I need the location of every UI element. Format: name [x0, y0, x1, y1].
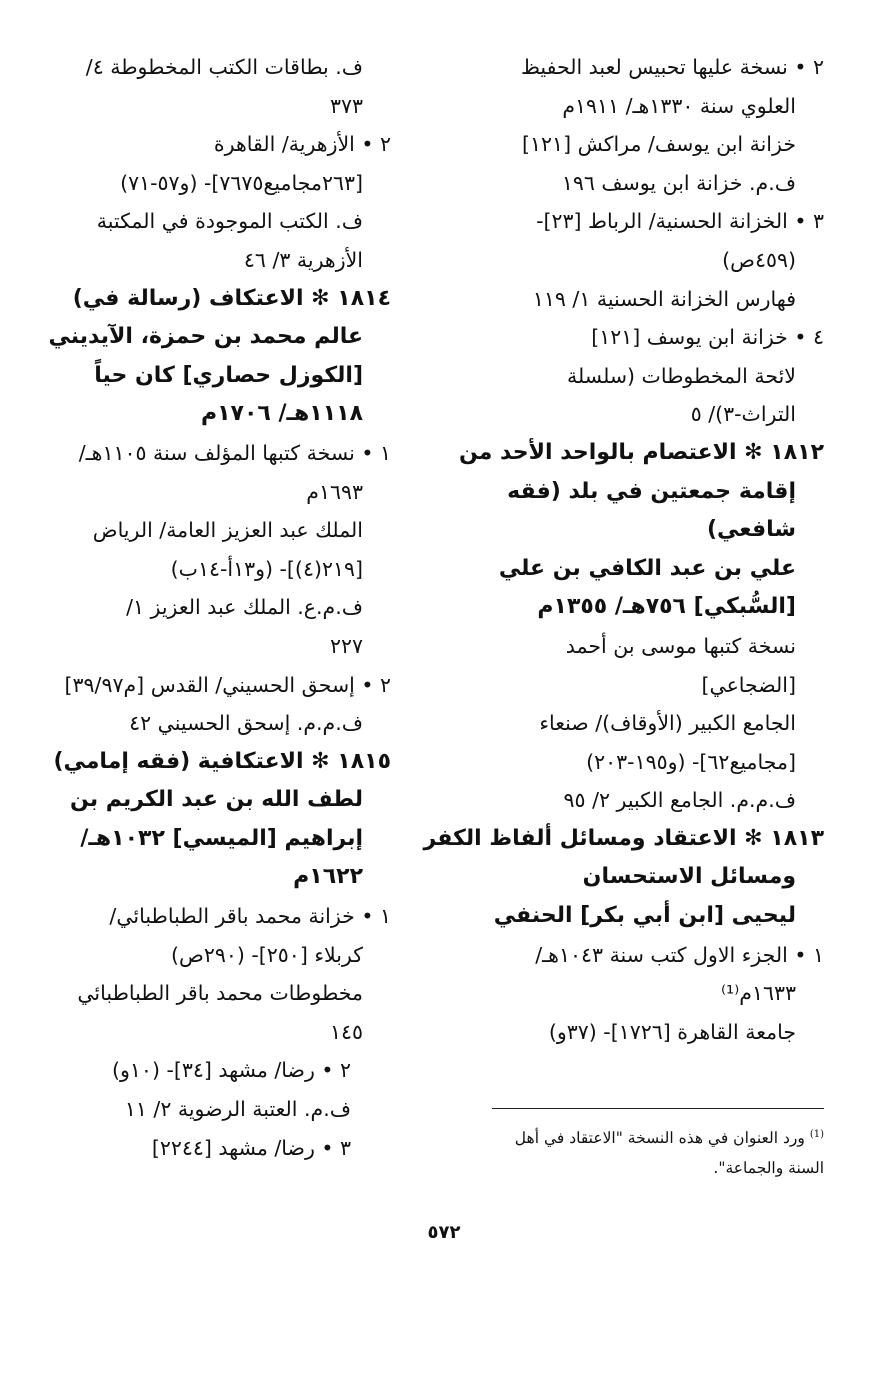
text-line: الجامع الكبير (الأوقاف)/ صنعاء — [539, 711, 796, 736]
entry-title-line: ١١١٨هـ/ ١٧٠٦م — [200, 401, 363, 427]
footnote — [492, 1120, 824, 1183]
text-line: ف.م.م. الجامع الكبير ٢/ ٩٥ — [563, 788, 796, 813]
text-line: ١ • نسخة كتبها المؤلف سنة ١١٠٥هـ/ — [78, 440, 391, 465]
entry-title-line: ليحيى [ابن أبي بكر] الحنفي — [493, 903, 796, 929]
text-line: ف.م. خزانة ابن يوسف ١٩٦ — [561, 170, 796, 195]
entry-heading: ١٨١٤ ✻ الاعتكاف (رسالة في) — [72, 285, 391, 311]
entry-title-line: إبراهيم [الميسي] ١٠٣٢هـ/ — [80, 825, 363, 851]
entry-title-line: إقامة جمعتين في بلد (فقه — [507, 478, 796, 504]
text-line: كربلاء [٢٥٠]- (٢٩٠ص) — [171, 942, 363, 967]
entry-title-line: لطف الله بن عبد الكريم بن — [70, 787, 363, 813]
footnote-marker: (1) — [809, 1129, 824, 1140]
text-line: ٣ • رضا/ مشهد [٢٢٤٤] — [151, 1135, 351, 1160]
entry-heading: ١٨١٢ ✻ الاعتصام بالواحد الأحد من — [458, 439, 824, 465]
text-line: التراث-٣)/ ٥ — [690, 402, 796, 427]
left-column — [48, 48, 391, 1167]
text-line: ف. الكتب الموجودة في المكتبة — [96, 209, 363, 234]
text-line: ف. بطاقات الكتب المخطوطة ٤/ — [85, 55, 363, 79]
text-line: لائحة المخطوطات (سلسلة — [567, 363, 796, 388]
entry-title-line: عالم محمد بن حمزة، الآيديني — [48, 324, 363, 350]
text-line: جامعة القاهرة [١٧٢٦]- (٣٧و) — [548, 1019, 796, 1044]
text-line: ٢ • رضا/ مشهد [٣٤]- (١٠و) — [112, 1058, 351, 1083]
text-line: الأزهرية ٣/ ٤٦ — [243, 247, 363, 272]
text-line: ١٦٩٣م — [306, 479, 363, 504]
entry-heading: ١٨١٣ ✻ الاعتقاد ومسائل ألفاظ الكفر — [423, 825, 824, 851]
text-line: فهارس الخزانة الحسنية ١/ ١١٩ — [532, 286, 796, 311]
right-column — [423, 48, 824, 1051]
text-line: ٤ • خزانة ابن يوسف [١٢١] — [591, 325, 824, 350]
text-line: ٣٧٣ — [329, 93, 363, 118]
text-line: مخطوطات محمد باقر الطباطبائي — [77, 981, 363, 1006]
text-line: نسخة كتبها موسى بن أحمد — [565, 633, 796, 658]
text-line: ٢٢٧ — [329, 633, 363, 658]
text-line: [٢١٩(٤)]- (و١٣أ-١٤ب) — [170, 556, 363, 581]
text-line: الملك عبد العزيز العامة/ الرياض — [92, 518, 363, 543]
text-line: [الضجاعي] — [701, 672, 796, 697]
entry-title-line: علي بن عبد الكافي بن علي — [498, 555, 796, 581]
footnote-rule — [492, 1108, 824, 1109]
text-line: ف.م. العتبة الرضوية ٢/ ١١ — [124, 1097, 351, 1122]
text-line: ف.م.ع. الملك عبد العزيز ١/ — [126, 595, 363, 620]
text-line: [مجاميع٦٢]- (و١٩٥-٢٠٣) — [586, 749, 796, 774]
text-line: ٢ • إسحق الحسيني/ القدس [م٣٩/٩٧] — [64, 672, 391, 697]
text-line: ٢ • نسخة عليها تحبيس لعبد الحفيظ — [520, 55, 824, 79]
text-line: ١ • خزانة محمد باقر الطباطبائي/ — [109, 904, 391, 929]
entry-title-line: [الكوزل حصاري] كان حياً — [94, 362, 363, 388]
entry-title-line: شافعي) — [706, 517, 796, 543]
entry-title-line: ومسائل الاستحسان — [582, 864, 796, 890]
text-line: (٤٥٩ص) — [722, 247, 796, 272]
text-line: ٢ • الأزهرية/ القاهرة — [213, 132, 391, 157]
entry-title-line: ١٦٢٢م — [293, 864, 363, 890]
text-line: العلوي سنة ١٣٣٠هـ/ ١٩١١م — [562, 93, 796, 118]
text-line: ١ • الجزء الاول كتب سنة ١٠٤٣هـ/ — [535, 942, 824, 967]
page-number: ٥٧٢ — [427, 1222, 461, 1243]
entry-heading: ١٨١٥ ✻ الاعتكافية (فقه إمامي) — [53, 748, 391, 774]
text-line: ف.م.م. إسحق الحسيني ٤٢ — [129, 711, 363, 736]
text-line: خزانة ابن يوسف/ مراكش [١٢١] — [522, 132, 796, 157]
text-line: ٣ • الخزانة الحسنية/ الرباط [٢٣]- — [536, 209, 824, 234]
text-line: ١٦٣٣م⁽¹⁾ — [720, 981, 796, 1006]
text-line: [٢٦٣مجاميع٧٦٧٥]- (و٥٧-٧١) — [120, 170, 363, 195]
text-line: ١٤٥ — [329, 1019, 363, 1044]
footnote-text: ورد العنوان في هذه النسخة "الاعتقاد في أهل السنة والجماعة". — [514, 1129, 824, 1178]
entry-title-line: [السُّبكي] ٧٥٦هـ/ ١٣٥٥م — [537, 594, 796, 620]
